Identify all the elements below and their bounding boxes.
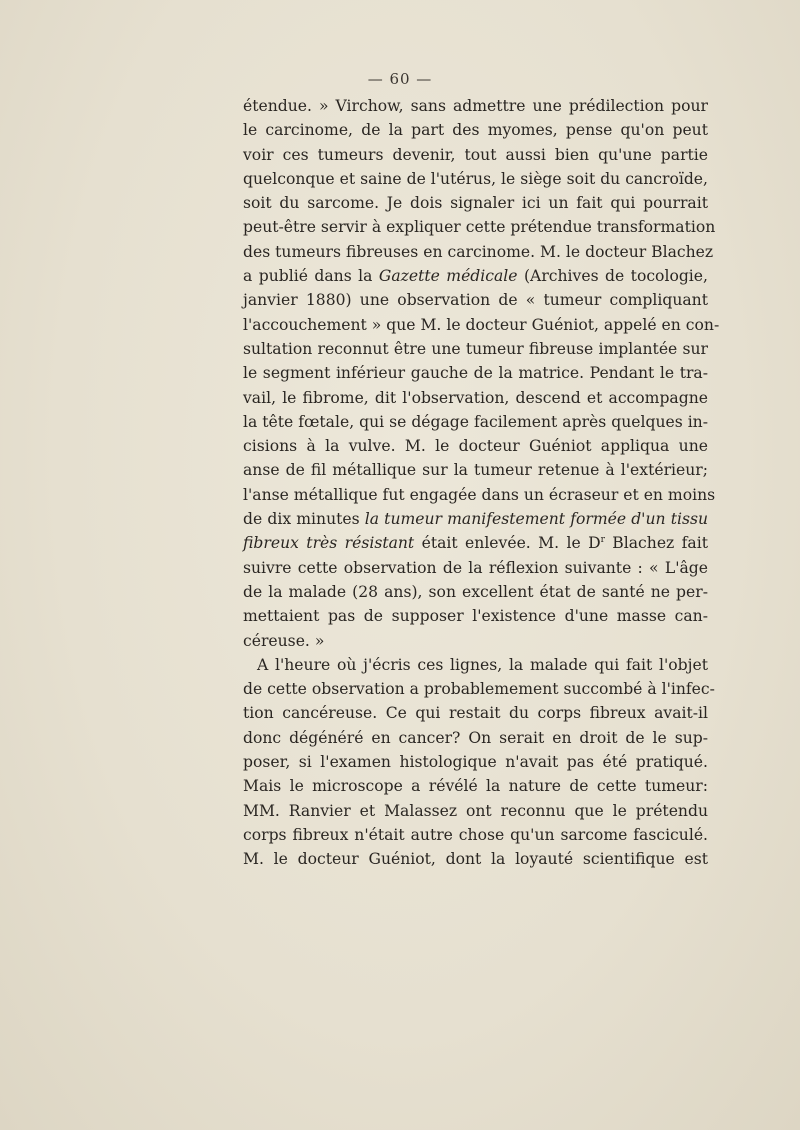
italic-quote: fibreux très résistant (243, 534, 415, 553)
journal-title: Gazette médicale (378, 267, 518, 286)
text-line: tion cancéreuse. Ce qui restait du corps fibreux avait-il (243, 704, 708, 723)
text-line: la tête fœtale, qui se dégage facilement après quelques in- (243, 412, 708, 431)
text-line: l'anse métallique fut engagée dans un écraseur et en moins (243, 485, 716, 504)
text-line: M. le docteur Guéniot, dont la loyauté scientifique est (243, 850, 708, 869)
text-line: des tumeurs fibreuses en carcinome. M. le docteur Blachez (243, 242, 714, 261)
text-line: A l'heure où j'écris ces lignes, la malade qui fait l'objet (257, 655, 708, 674)
text-line: céreuse. » (243, 631, 325, 650)
italic-quote: la tumeur manifestement formée d'un tissu (364, 510, 708, 529)
text-line (243, 264, 708, 288)
text-line: soit du sarcome. Je dois signaler ici un fait qui pourrait (243, 194, 708, 213)
text-line: peut-être servir à expliquer cette prétendue transformation (243, 218, 716, 237)
text-line (243, 507, 708, 531)
text-line: janvier 1880) une observation de « tumeur compliquant (243, 291, 708, 310)
text-line (243, 531, 708, 555)
text-line: Mais le microscope a révélé la nature de cette tumeur: (243, 777, 708, 796)
body-text (243, 94, 720, 872)
text-line: l'accouchement » que M. le docteur Guéniot, appelé en con- (243, 315, 720, 334)
text-line: corps fibreux n'était autre chose qu'un sarcome fasciculé. (243, 825, 708, 844)
text-line: étendue. » Virchow, sans admettre une prédilection pour (243, 97, 708, 115)
text-line: suivre cette observation de la réflexion suivante : « L'âge (243, 558, 708, 577)
text-line: de cette observation a probablemement succombé à l'infec- (243, 680, 715, 699)
text-run: (Archives de tocologie, (517, 267, 708, 286)
superscript: r (600, 535, 605, 546)
text-line: le segment inférieur gauche de la matrice. Pendant le tra- (243, 364, 708, 383)
text-line: mettaient pas de supposer l'existence d'une masse can- (243, 607, 708, 626)
text-line: sultation reconnut être une tumeur fibreuse implantée sur (243, 339, 708, 358)
text-run: de dix minutes (243, 510, 365, 529)
text-run: a publié dans la (243, 267, 379, 286)
text-run: était enlevée. M. le D (414, 534, 601, 553)
text-line: le carcinome, de la part des myomes, pense qu'on peut (243, 121, 708, 140)
text-run: Blachez fait (604, 534, 708, 553)
text-line: de la malade (28 ans), son excellent état de santé ne per- (243, 582, 708, 601)
page-number: — 60 — (367, 70, 433, 88)
text-line: quelconque et saine de l'utérus, le siège soit du cancroïde, (243, 169, 708, 188)
text-line: cisions à la vulve. M. le docteur Guéniot appliqua une (243, 437, 708, 456)
text-line: poser, si l'examen histologique n'avait pas été pratiqué. (243, 753, 708, 772)
text-line: donc dégénéré en cancer? On serait en droit de le sup- (243, 728, 708, 747)
text-line: voir ces tumeurs devenir, tout aussi bien qu'une partie (243, 145, 708, 164)
text-line: MM. Ranvier et Malassez ont reconnu que le prétendu (243, 801, 708, 820)
text-line: anse de fil métallique sur la tumeur retenue à l'extérieur; (243, 461, 708, 480)
text-line: vail, le fibrome, dit l'observation, descend et accompagne (243, 388, 708, 407)
